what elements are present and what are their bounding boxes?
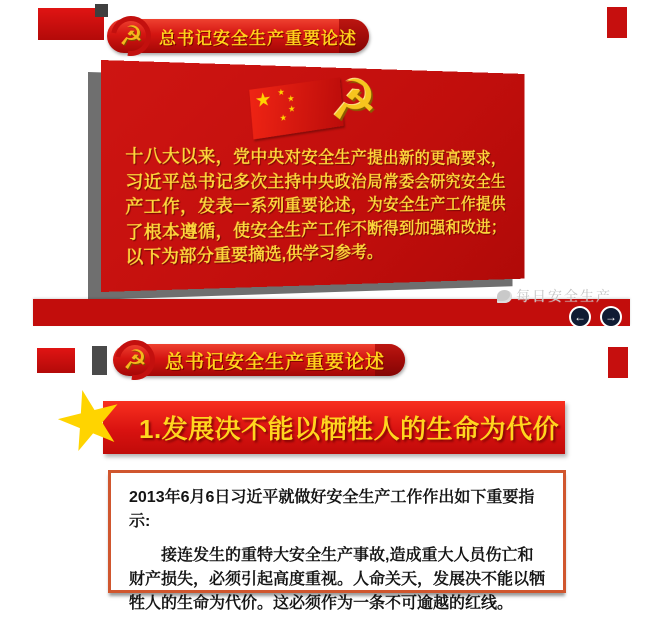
header2-left-red-block: [37, 348, 75, 373]
next-button[interactable]: →: [602, 308, 620, 326]
flag-small-star-icon: ★: [287, 103, 296, 115]
header2-title: 总书记安全生产重要论述: [165, 351, 386, 373]
prev-button[interactable]: ←: [571, 308, 589, 326]
intro-box-group: [88, 55, 598, 307]
party-emblem-icon: [109, 14, 153, 58]
flag-hammer-sickle-icon: ☭: [329, 68, 378, 132]
header1-dark-square: [95, 4, 108, 17]
topic-title: 1.发展决不能以牺牲人的生命为代价: [139, 414, 560, 444]
header2-dark-block: [92, 346, 107, 375]
hammer-sickle-icon: ☭: [118, 20, 144, 51]
quote-body: 接连发生的重特大安全生产事故,造成重大人员伤亡和财产损失，必须引起高度重视。人命关天，发展决不能以牺牲人的生命为代价。这必须作为一条不可逾越的红线。: [129, 547, 546, 612]
flag-small-star-icon: ★: [277, 86, 286, 98]
quote-box: [108, 470, 566, 612]
party-emblem-icon: [113, 338, 157, 382]
party-flag-icon: [243, 68, 405, 139]
watermark-logo: [497, 286, 612, 306]
quote-lead: 2013年6月6日习近平就做好安全生产工作作出如下重要指示:: [129, 489, 535, 530]
topic-banner: [103, 401, 565, 454]
header1-ribbon: [107, 19, 369, 53]
flag-small-star-icon: ★: [286, 93, 295, 104]
header1-right-red-rect: [607, 7, 627, 38]
header2-ribbon: [113, 344, 405, 376]
header1-title: 总书记安全生产重要论述: [159, 28, 357, 48]
intro-box: [101, 60, 525, 292]
flag-big-star-icon: ★: [254, 88, 273, 113]
wechat-account-logo-icon: [497, 290, 512, 303]
header2-right-red-rect: [608, 347, 628, 378]
flag-small-star-icon: ★: [279, 112, 288, 123]
intro-paragraph: 十八大以来，党中央对安全生产提出新的更高要求，习近平总书记多次主持中央政治局常委会研究安全生产工作，发表一系列重要论述，为安全生产工作提供了根本遵循，使安全生产工作不断得到加强和改进；以下为部分重要摘选,供学习参考。: [125, 146, 506, 268]
hammer-sickle-icon: ☭: [122, 344, 148, 375]
watermark-label: 每日安全生产: [516, 288, 612, 304]
